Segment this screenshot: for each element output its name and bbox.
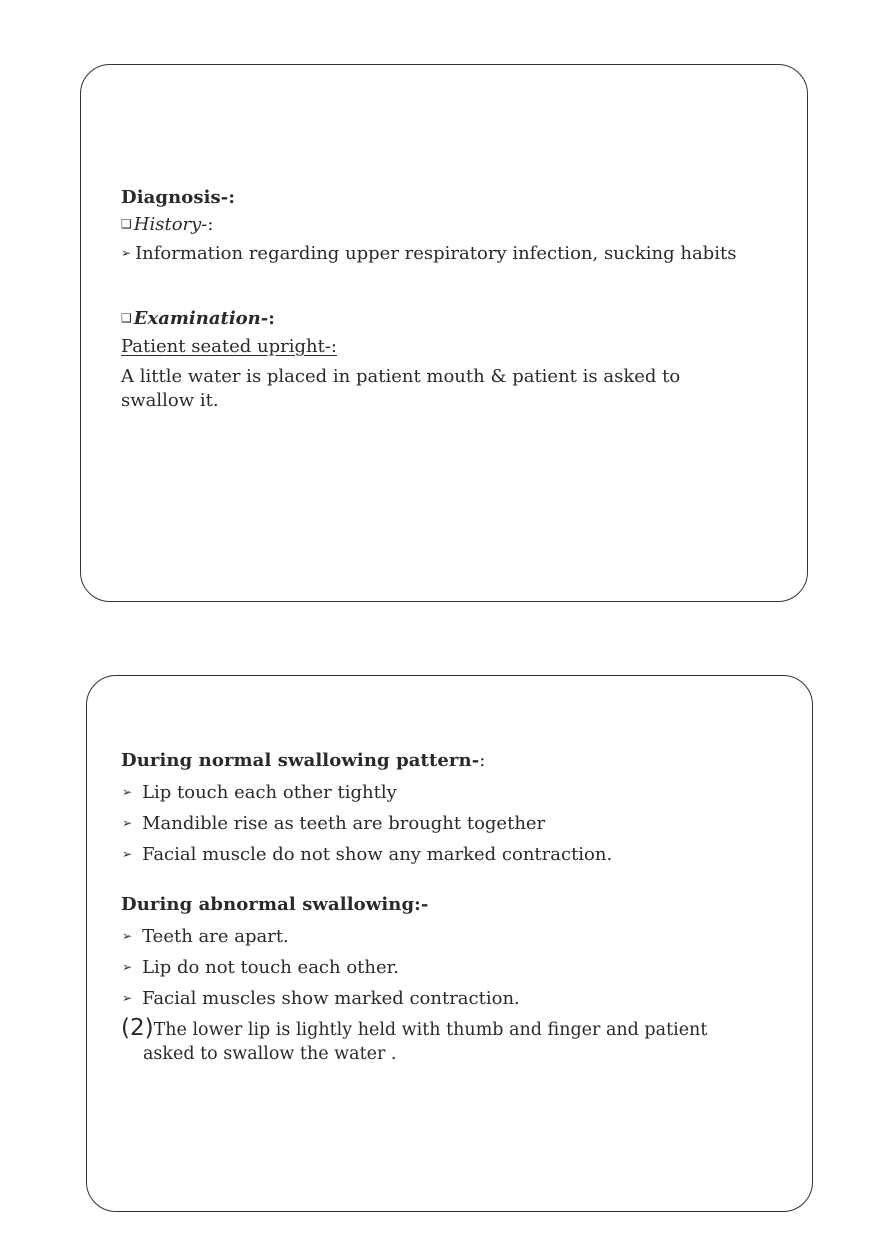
arrowhead-bullet-icon: ➢ bbox=[122, 960, 133, 974]
examination-suffix: : bbox=[268, 308, 275, 329]
step-line-2: asked to swallow the water . bbox=[143, 1044, 397, 1064]
list-item bbox=[121, 921, 761, 952]
history-label: History- bbox=[133, 214, 208, 235]
examination-subheading bbox=[121, 308, 741, 329]
history-subheading bbox=[121, 214, 741, 235]
diagnosis-content bbox=[121, 187, 741, 419]
history-text-content: Information regarding upper respiratory infection, sucking habits bbox=[135, 243, 737, 264]
step-two-instruction bbox=[121, 1016, 761, 1066]
slide-diagnosis bbox=[80, 64, 808, 602]
arrowhead-bullet-icon: ➢ bbox=[121, 246, 132, 260]
list-item-text: Lip do not touch each other. bbox=[142, 957, 399, 978]
arrowhead-bullet-icon: ➢ bbox=[122, 847, 133, 861]
normal-heading-suffix: : bbox=[479, 750, 486, 771]
list-item bbox=[121, 952, 761, 983]
list-item-text: Lip touch each other tightly bbox=[142, 782, 397, 803]
abnormal-swallowing-heading: During abnormal swallowing:- bbox=[121, 894, 429, 915]
patient-seated-line: Patient seated upright-: bbox=[121, 336, 337, 357]
normal-swallowing-heading bbox=[121, 750, 761, 771]
list-item-text: Facial muscles show marked contraction. bbox=[142, 988, 520, 1009]
arrowhead-bullet-icon: ➢ bbox=[122, 929, 133, 943]
list-item bbox=[121, 983, 761, 1014]
slide-swallowing bbox=[86, 675, 813, 1212]
list-item-text: Mandible rise as teeth are brought together bbox=[142, 813, 546, 834]
list-item-text: Facial muscle do not show any marked contraction. bbox=[142, 844, 613, 865]
normal-swallowing-list bbox=[121, 777, 761, 870]
checkbox-bullet-icon: ❑ bbox=[121, 217, 132, 231]
diagnosis-heading: Diagnosis-: bbox=[121, 187, 236, 208]
examination-label: Examination- bbox=[133, 308, 269, 329]
history-text bbox=[121, 241, 741, 266]
list-item bbox=[121, 777, 761, 808]
list-item-text: Teeth are apart. bbox=[142, 926, 289, 947]
step-line-1: The lower lip is lightly held with thumb and finger and patient bbox=[153, 1020, 708, 1040]
list-item bbox=[121, 808, 761, 839]
normal-heading-text: During normal swallowing pattern- bbox=[121, 750, 480, 771]
list-item bbox=[121, 839, 761, 870]
abnormal-swallowing-list bbox=[121, 921, 761, 1014]
swallowing-content bbox=[121, 750, 761, 1066]
arrowhead-bullet-icon: ➢ bbox=[122, 816, 133, 830]
arrowhead-bullet-icon: ➢ bbox=[122, 991, 133, 1005]
history-suffix: : bbox=[207, 214, 214, 235]
water-instruction: A little water is placed in patient mouth & patient is asked to swallow it. bbox=[121, 366, 681, 411]
arrowhead-bullet-icon: ➢ bbox=[122, 785, 133, 799]
step-number: (2) bbox=[121, 1015, 154, 1041]
checkbox-bullet-icon: ❑ bbox=[121, 311, 132, 325]
